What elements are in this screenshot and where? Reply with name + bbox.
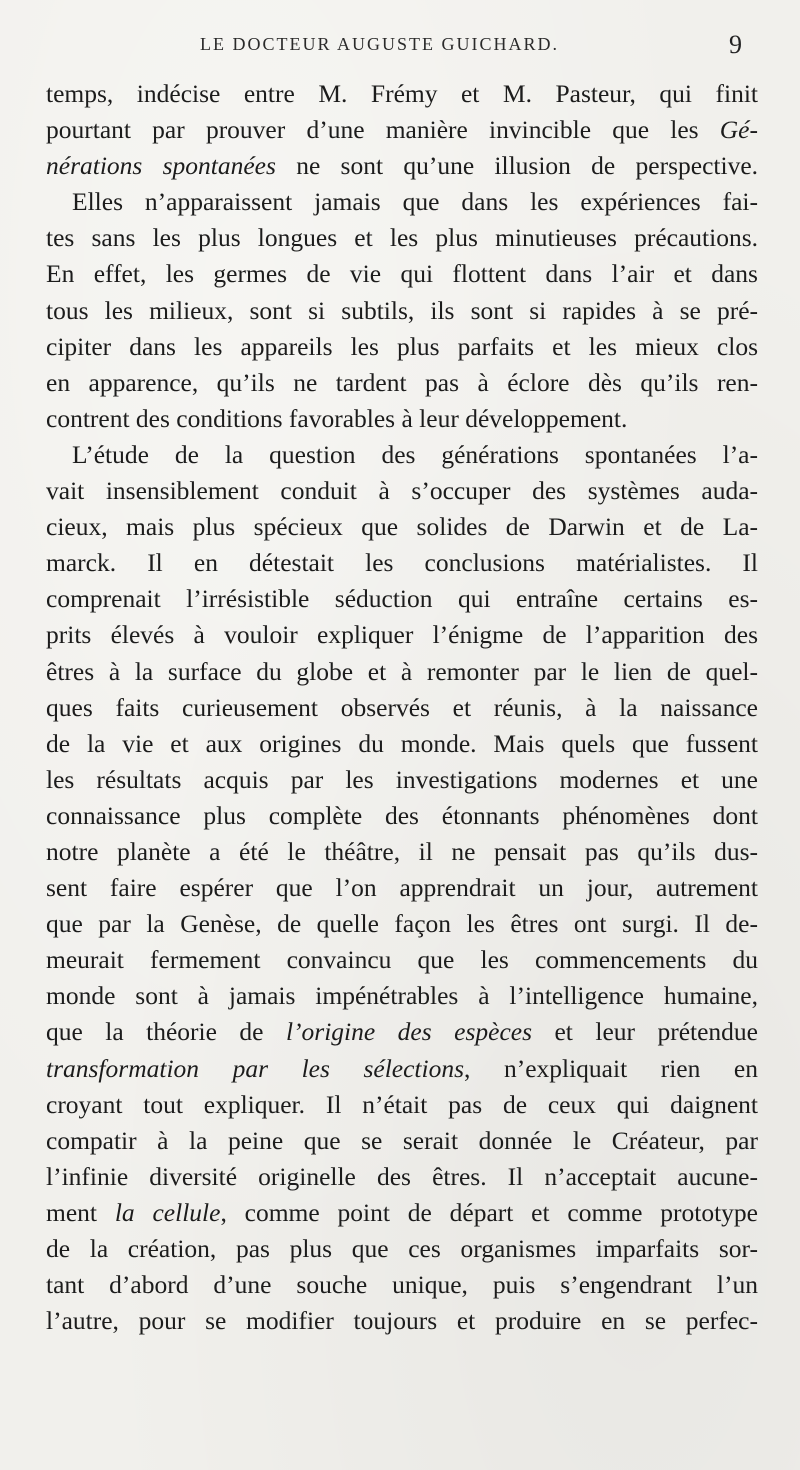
text-line — [46, 473, 758, 509]
text-segment: Elles n’apparaissent jamais que dans les expériences fai- — [72, 187, 758, 217]
text-segment: de la vie et aux origines du monde. Mais quels que fussent — [46, 728, 758, 758]
text-segment: notre planète a été le théâtre, il ne pensait pas qu’ils dus- — [46, 836, 758, 866]
text-segment: ne sont qu’une illusion de perspective. — [275, 151, 759, 181]
text-segment: monde sont à jamais impénétrables à l’intelligence humaine, — [46, 981, 758, 1011]
text-line — [46, 112, 758, 148]
text-segment: pourtant par prouver d’une manière invincible que les — [46, 115, 720, 145]
text-line — [46, 1303, 758, 1339]
running-head: LE DOCTEUR AUGUSTE GUICHARD. — [200, 34, 559, 54]
text-line — [46, 1195, 758, 1231]
text-segment: croyant tout expliquer. Il n’était pas de ceux qui daignent — [46, 1089, 758, 1119]
text-segment: et leur prétendue — [532, 1017, 758, 1047]
text-line — [46, 293, 758, 329]
text-segment: tes sans les plus longues et les plus minutieuses précautions. — [46, 223, 758, 253]
text-line — [46, 1014, 758, 1050]
text-segment: comprenait l’irrésistible séduction qui entraîne certains es- — [46, 584, 758, 614]
page-number: 9 — [729, 30, 742, 59]
text-segment: de la création, pas plus que ces organismes imparfaits sor- — [46, 1234, 758, 1263]
text-line — [46, 401, 758, 437]
text-segment: meurait fermement convaincu que les commencements du — [46, 945, 758, 975]
text-line — [46, 834, 758, 870]
text-line — [46, 1087, 758, 1123]
italic-text: Gé- — [719, 115, 758, 145]
text-segment: En effet, les germes de vie qui flottent dans l’air et dans — [46, 259, 758, 289]
italic-text: l’origine des espèces — [285, 1017, 533, 1047]
text-segment: marck. Il en détestait les conclusions matérialistes. Il — [46, 548, 758, 578]
text-segment: , comme point de départ et comme prototype — [220, 1197, 758, 1227]
text-segment: l’autre, pour se modifier toujours et produire en se perfec- — [46, 1306, 758, 1336]
text-line — [46, 690, 758, 726]
text-line — [46, 654, 758, 690]
text-segment: compatir à la peine que se serait donnée le Créateur, par — [46, 1125, 758, 1155]
text-line — [46, 798, 758, 834]
italic-text: transformation par les sélections — [46, 1053, 465, 1083]
text-line — [46, 220, 758, 256]
text-line — [46, 329, 758, 365]
text-line — [46, 509, 758, 545]
text-line — [46, 978, 758, 1014]
text-line — [46, 906, 758, 942]
text-line — [46, 256, 758, 292]
text-line — [46, 76, 758, 112]
text-segment: que la théorie de — [46, 1017, 286, 1047]
text-segment: ques faits curieusement observés et réunis, à la naissance — [46, 692, 758, 722]
text-line — [46, 184, 758, 220]
text-segment: sent faire espérer que l’on apprendrait un jour, autrement — [46, 873, 758, 903]
text-line — [46, 617, 758, 653]
text-segment: tant d’abord d’une souche unique, puis s’engendrant l’un — [46, 1270, 758, 1300]
text-line — [46, 437, 758, 473]
text-line — [46, 942, 758, 978]
text-line — [46, 148, 758, 184]
text-segment: cieux, mais plus spécieux que solides de Darwin et de La- — [46, 512, 758, 542]
text-line — [46, 762, 758, 798]
text-line — [46, 870, 758, 906]
text-segment: vait insensiblement conduit à s’occuper des systèmes auda- — [46, 476, 758, 506]
text-segment: tous les milieux, sont si subtils, ils sont si rapides à se pré- — [46, 295, 758, 325]
text-segment: que par la Genèse, de quelle façon les êtres ont surgi. Il de- — [46, 909, 758, 939]
text-line — [46, 1051, 758, 1087]
text-segment: contrent des conditions favorables à leur développement. — [46, 403, 628, 433]
italic-text: nérations spontanées — [46, 151, 276, 181]
italic-text: la cellule — [114, 1197, 221, 1227]
text-segment: en apparence, qu’ils ne tardent pas à éclore dès qu’ils ren- — [46, 367, 758, 397]
text-line — [46, 365, 758, 401]
text-segment: cipiter dans les appareils les plus parfaits et les mieux clos — [46, 331, 758, 361]
text-segment: temps, indécise entre M. Frémy et M. Pasteur, qui finit — [46, 79, 758, 108]
text-line — [46, 545, 758, 581]
text-segment: L’étude de la question des générations spontanées l’a- — [72, 439, 758, 469]
text-segment: êtres à la surface du globe et à remonter par le lien de quel- — [46, 656, 758, 686]
text-segment: l’infinie diversité originelle des êtres. Il n’acceptait aucune- — [46, 1161, 758, 1191]
text-line — [46, 1123, 758, 1159]
text-segment: prits élevés à vouloir expliquer l’énigme de l’apparition des — [46, 620, 758, 650]
text-segment: connaissance plus complète des étonnants phénomènes dont — [46, 800, 758, 830]
text-segment: ment — [46, 1197, 115, 1227]
body-text — [46, 76, 758, 1339]
text-segment: les résultats acquis par les investigations modernes et une — [46, 764, 758, 794]
text-line — [46, 1231, 758, 1267]
text-segment: , n’expliquait rien en — [464, 1053, 758, 1083]
text-line — [46, 1159, 758, 1195]
text-line — [46, 1267, 758, 1303]
text-line — [46, 581, 758, 617]
text-line — [46, 726, 758, 762]
